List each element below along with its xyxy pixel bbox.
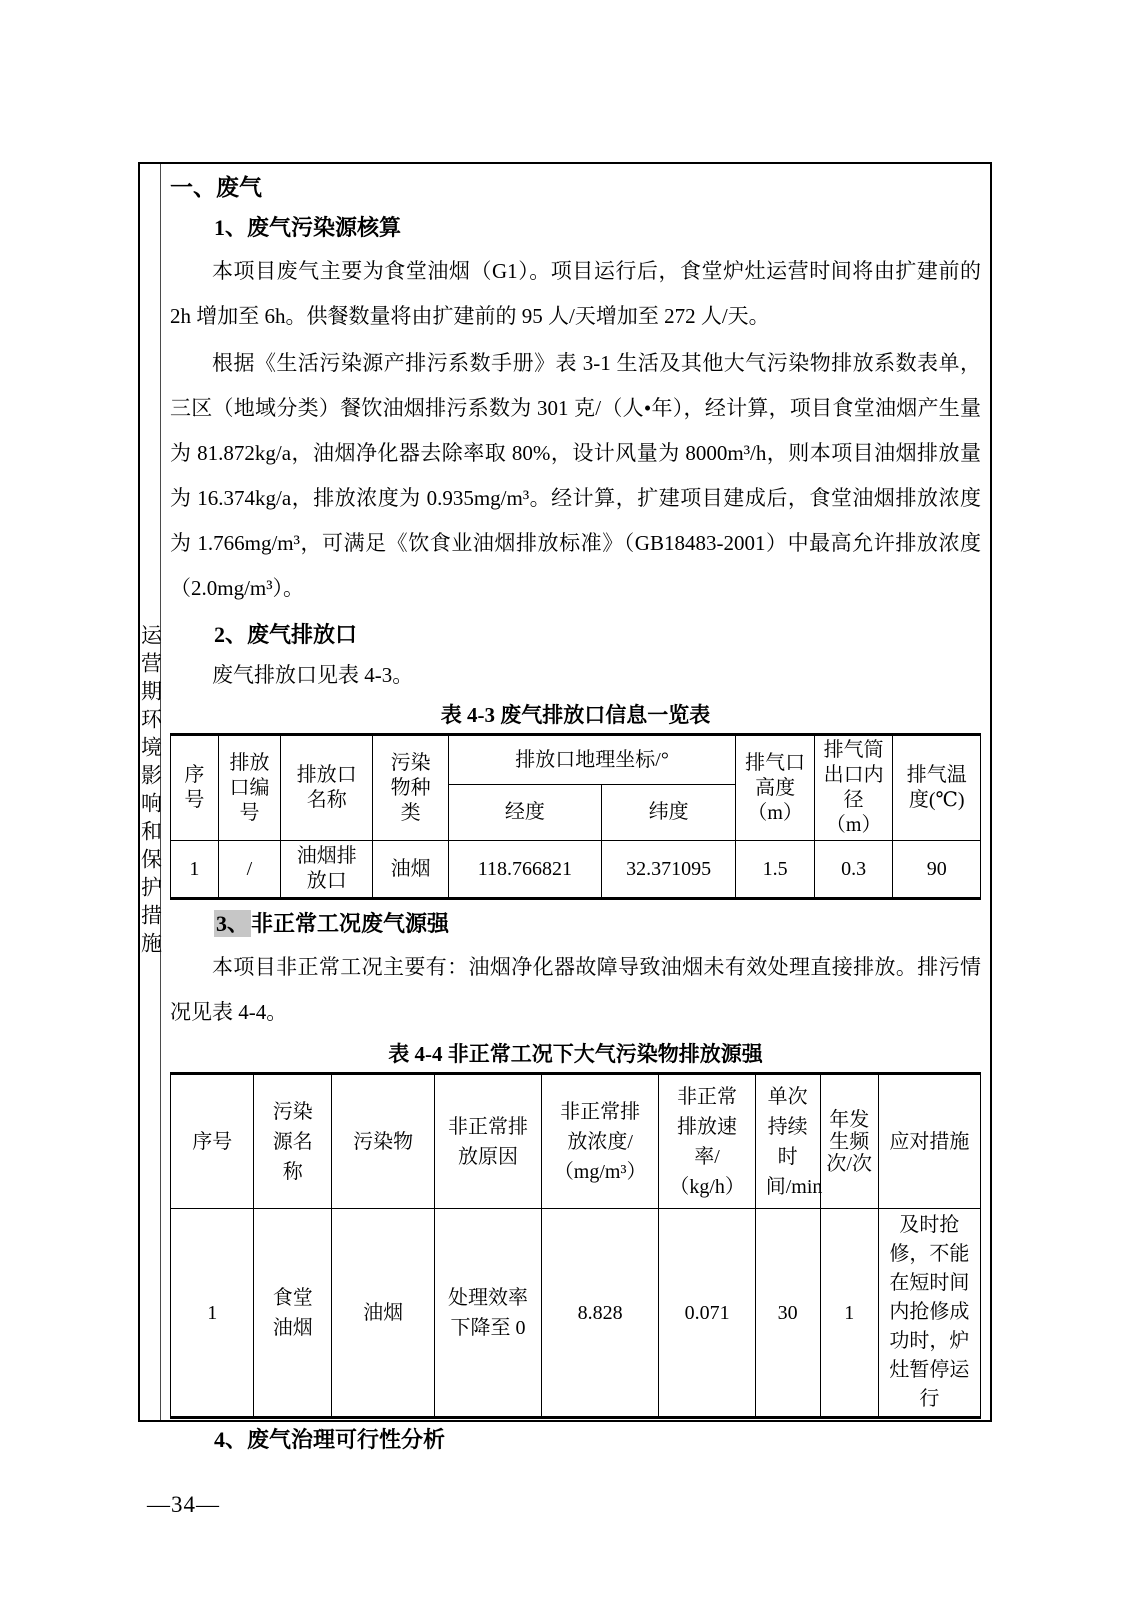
t43-header-pollutant-type: 污染物种类 (373, 735, 448, 841)
t44-cell-abnormal-cause: 处理效率下降至 0 (435, 1209, 542, 1418)
t43-header-outlet-height: 排气口高度（m） (736, 735, 815, 841)
section2-heading: 2、废气排放口 (214, 622, 358, 647)
t43-cell-exhaust-temp: 90 (893, 841, 981, 899)
t44-cell-duration: 30 (755, 1209, 820, 1418)
t43-cell-stack-diameter: 0.3 (814, 841, 893, 899)
t44-header-abnormal-concentration: 非正常排放浓度/（mg/m³） (541, 1074, 658, 1209)
t44-cell-measures: 及时抢修，不能在短时间内抢修成功时，炉灶暂停运行 (878, 1209, 980, 1418)
content-area (161, 164, 990, 1452)
section1-paragraph-1: 本项目废气主要为食堂油烟（G1）。项目运行后，食堂炉灶运营时间将由扩建前的 2h 增加至 6h。供餐数量将由扩建前的 95 人/天增加至 272 人/天。 (170, 259, 981, 328)
section1-paragraph-2: 根据《生活污染源产排污系数手册》表 3-1 生活及其他大气污染物排放系数表单，三区（地域分类）餐饮油烟排污系数为 301 克/（人•年），经计算，项目食堂油烟产生量为 81.872kg/a，油烟净化器去除率取 80%，设计风量为 8000m³/h，则本项目油烟排放量为 16.374kg/a，排放浓度为 0.935mg/m³。经计算，扩建项目建成后，食堂油烟排放浓度为 1.766mg/m³，可满足《饮食业油烟排放标准》（GB18483-2001）中最高允许排放浓度（2.0mg/m³）。 (170, 351, 981, 600)
page-number: —34— (147, 1492, 220, 1517)
t43-cell-outlet-name: 油烟排放口 (281, 841, 373, 899)
section4-heading: 4、废气治理可行性分析 (214, 1427, 446, 1452)
t44-cell-seq: 1 (171, 1209, 254, 1418)
t44-header-annual-frequency: 年发生频次/次 (820, 1074, 878, 1209)
section3-heading (214, 908, 981, 940)
t43-cell-latitude: 32.371095 (601, 841, 735, 899)
sidebar-column (140, 164, 161, 1420)
table43-title: 表 4-3 废气排放口信息一览表 (440, 703, 711, 727)
t44-header-abnormal-rate: 非正常排放速率/（kg/h） (659, 1074, 755, 1209)
t43-header-exhaust-temp: 排气温度(℃) (893, 735, 981, 841)
t43-header-outlet-no: 排放口编号 (218, 735, 280, 841)
t43-header-longitude: 经度 (448, 785, 601, 841)
t44-header-duration: 单次持续时间/min (755, 1074, 820, 1209)
section3-heading-text: 非正常工况废气源强 (251, 911, 450, 936)
t43-header-latitude: 纬度 (601, 785, 735, 841)
section1-heading: 1、废气污染源核算 (214, 215, 402, 240)
t43-cell-pollutant-type: 油烟 (373, 841, 448, 899)
section2-paragraph: 废气排放口见表 4-3。 (212, 663, 414, 687)
section3-heading-number-highlighted: 3、 (216, 911, 250, 936)
t43-header-coordinates: 排放口地理坐标/° (448, 735, 736, 785)
t44-header-seq: 序号 (171, 1074, 254, 1209)
sidebar-vertical-label: 运营期环境影响和保护措施 (138, 624, 163, 960)
t44-cell-annual-frequency: 1 (820, 1209, 878, 1418)
t44-cell-pollutant: 油烟 (332, 1209, 435, 1418)
t43-cell-longitude: 118.766821 (448, 841, 601, 899)
table44-title: 表 4-4 非正常工况下大气污染物排放源强 (388, 1042, 763, 1066)
t43-header-seq: 序号 (171, 735, 219, 841)
main-heading: 一、废气 (170, 175, 262, 200)
t43-cell-outlet-no: / (218, 841, 280, 899)
t44-header-abnormal-cause: 非正常排放原因 (435, 1074, 542, 1209)
t44-data-row (171, 1209, 981, 1418)
t43-cell-outlet-height: 1.5 (736, 841, 815, 899)
t44-header-measures: 应对措施 (878, 1074, 980, 1209)
t43-data-row (171, 841, 981, 899)
section3-paragraph: 本项目非正常工况主要有：油烟净化器故障导致油烟未有效处理直接排放。排污情况见表 4-4。 (170, 955, 981, 1024)
content-frame (138, 162, 992, 1452)
t44-header-source-name: 污染源名称 (254, 1074, 332, 1209)
table-4-3 (170, 733, 981, 900)
t43-header-outlet-name: 排放口名称 (281, 735, 373, 841)
t43-header-stack-diameter: 排气筒出口内径（m） (814, 735, 893, 841)
t44-cell-abnormal-rate: 0.071 (659, 1209, 755, 1418)
table-4-4 (170, 1072, 981, 1419)
t44-cell-abnormal-concentration: 8.828 (541, 1209, 658, 1418)
t44-header-pollutant: 污染物 (332, 1074, 435, 1209)
t44-cell-source-name: 食堂油烟 (254, 1209, 332, 1418)
t43-cell-seq: 1 (171, 841, 219, 899)
